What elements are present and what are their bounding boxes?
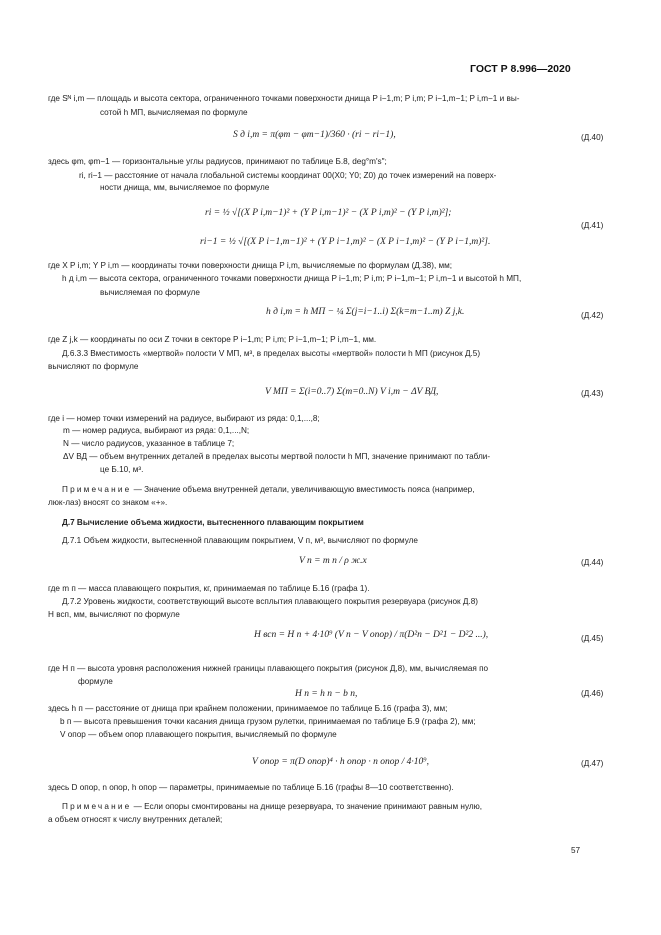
formula: S д i,m = π(φm − φm−1)/360 · (ri − ri−1),: [233, 130, 396, 140]
text-line: здесь φm, φm−1 — горизонтальные углы радиусов, принимают по таблице Б.8, deg°m's";: [48, 157, 387, 166]
formula: H п = h п − b п,: [295, 689, 358, 699]
note-text: — Если опоры смонтированы на днище резервуара, то значение принимают равным нулю,: [131, 802, 483, 811]
formula: V МП = Σ(i=0..7) Σ(m=0..N) V i,m − ΔV ВД,: [265, 387, 439, 397]
note: [62, 485, 475, 494]
text-line: h д i,m — высота сектора, ограниченного точками поверхности днища P i−1,m; P i,m; P i−1,m−1; P i,m−1 и высотой h МП,: [62, 274, 522, 283]
text-line: вычисляемая по формуле: [100, 288, 200, 297]
text-line: це Б.10, м³.: [100, 465, 144, 474]
text-line: ности днища, мм, вычисляемое по формуле: [100, 183, 270, 192]
text-line: вычисляют по формуле: [48, 362, 139, 371]
text-line: формуле: [78, 677, 113, 686]
note: [62, 802, 482, 811]
equation-number: (Д.43): [581, 389, 604, 398]
section-heading: Д.7 Вычисление объема жидкости, вытесненного плавающим покрытием: [62, 518, 364, 527]
text-line: а объем относят к числу внутренних деталей;: [48, 815, 223, 824]
equation-number: (Д.42): [581, 311, 604, 320]
formula: H всп = H п + 4·10⁹ (V п − V опор) / π(D²п − D²1 − D²2 ...),: [254, 630, 489, 640]
equation-number: (Д.40): [581, 133, 604, 142]
text-line: где Sᴺ i,m — площадь и высота сектора, ограниченного точками поверхности днища P i−1,m; P i,m; P i−1,m−1; P i,m−1 и вы-: [48, 94, 520, 103]
text-line: где H п — высота уровня расположения нижней границы плавающего покрытия (рисунок Д,8), мм, вычисляемая по: [48, 664, 489, 673]
text-line: здесь D опор, n опор, h опор — параметры, принимаемые по таблице Б.16 (графы 8—10 соответственно).: [48, 783, 454, 792]
text-line: сотой h МП, вычисляемая по формуле: [100, 108, 248, 117]
equation-number: (Д.45): [581, 634, 604, 643]
text-line: ΔV ВД — объем внутренних деталей в пределах высоты мертвой полости h МП, значение принимают по табли-: [63, 452, 491, 461]
text-line: m — номер радиуса, выбирают из ряда: 0,1,...,N;: [63, 426, 250, 435]
text-line: N — число радиусов, указанное в таблице 7;: [63, 439, 235, 448]
note-text: — Значение объема внутренней детали, увеличивающую вместимость пояса (например,: [131, 485, 475, 494]
text-line: люк-лаз) вносят со знаком «+».: [48, 498, 168, 507]
equation-number: (Д.44): [581, 558, 604, 567]
formula: V п = m п / ρ ж.х: [299, 556, 367, 566]
text-line: b п — высота превышения точки касания днища грузом рулетки, принимаемая по таблице Б.9 (графа 2), мм;: [60, 717, 476, 726]
page-number: 57: [571, 846, 581, 855]
formula: V опор = π(D опор)⁴ · h опор · n опор / 4·10⁹,: [252, 757, 429, 767]
formula: h д i,m = h МП − ¼ Σ(j=i−1..i) Σ(k=m−1..m) Z j,k.: [266, 307, 465, 317]
text-line: где X P i,m; Y P i,m — координаты точки поверхности днища P i,m, вычисляемые по формулам (Д.38), мм;: [48, 261, 453, 270]
equation-number: (Д.46): [581, 689, 604, 698]
text-line: H всп, мм, вычисляют по формуле: [48, 610, 180, 619]
note-label: Примечание: [62, 802, 132, 811]
doc-header: ГОСТ Р 8.996—2020: [470, 63, 571, 75]
text-line: Д.7.1 Объем жидкости, вытесненной плавающим покрытием, V п, м³, вычисляют по формуле: [62, 536, 418, 545]
text-line: где m п — масса плавающего покрытия, кг, принимаемая по таблице Б.16 (графа 1).: [48, 584, 370, 593]
text-line: Д.7.2 Уровень жидкости, соответствующий высоте всплытия плавающего покрытия резервуара (рисунок Д.8): [62, 597, 478, 606]
formula: ri = ½ √[(X P i,m−1)² + (Y P i,m−1)² − (X P i,m)² − (Y P i,m)²];: [205, 208, 452, 218]
formula: ri−1 = ½ √[(X P i−1,m−1)² + (Y P i−1,m)² − (X P i−1,m)² − (Y P i−1,m)²].: [200, 237, 491, 247]
text-line: ri, ri−1 — расстояние от начала глобальной системы координат 00(X0; Y0; Z0) до точек измерений на поверх-: [79, 171, 497, 180]
equation-number: (Д.41): [581, 221, 604, 230]
text-line: где Z j,k — координаты по оси Z точки в секторе P i−1,m; P i,m; P i−1,m−1; P i,m−1, мм.: [48, 335, 377, 344]
note-label: Примечание: [62, 485, 132, 494]
text-line: здесь h п — расстояние от днища при крайнем положении, принимаемое по таблице Б.16 (графа 3), мм;: [48, 704, 448, 713]
text-line: где i — номер точки измерений на радиусе, выбирают из ряда: 0,1,...,8;: [48, 414, 320, 423]
equation-number: (Д.47): [581, 759, 604, 768]
text-line: Д.6.3.3 Вместимость «мертвой» полости V МП, м³, в пределах высоты «мертвой» полости h МП (рисунок Д.5): [62, 349, 481, 358]
text-line: V опор — объем опор плавающего покрытия, вычисляемый по формуле: [60, 730, 337, 739]
